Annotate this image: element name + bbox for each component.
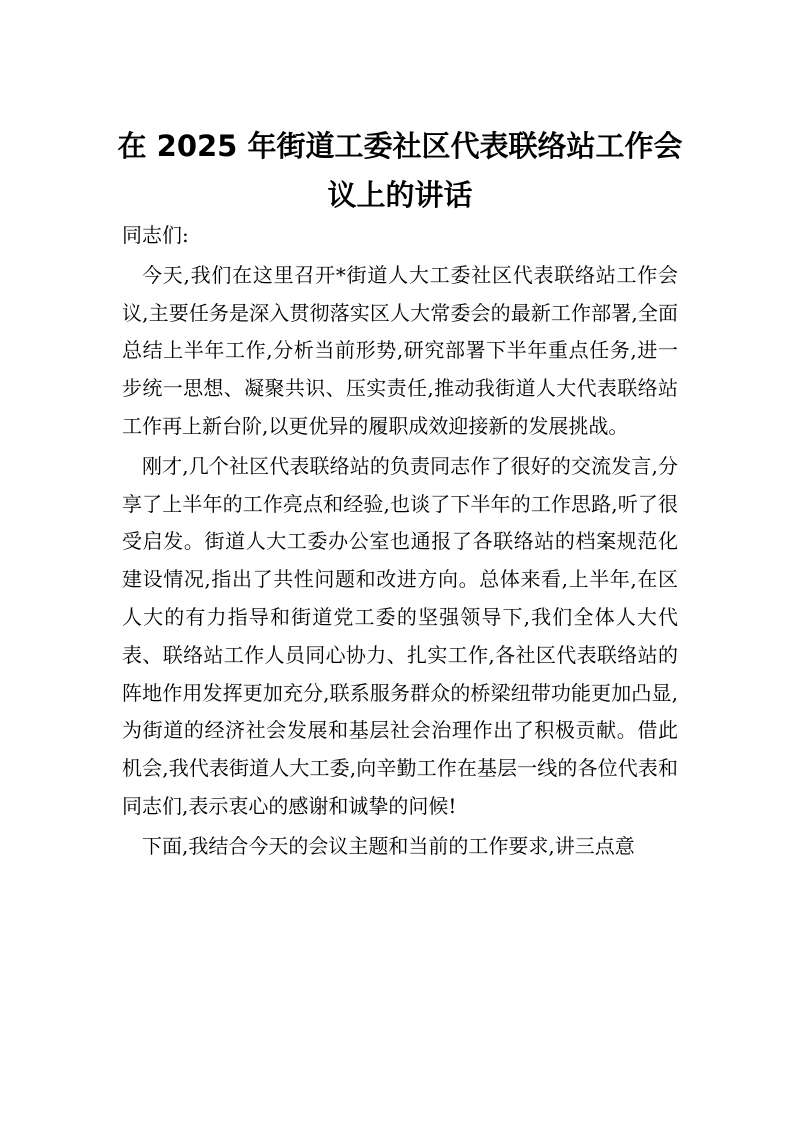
salutation: 同志们: [122, 223, 189, 247]
title-line-2: 议上的讲话 [327, 178, 473, 212]
title-line-1: 在 2025 年街道工委社区代表联络站工作会 [117, 129, 683, 163]
paragraph-3: 下面,我结合今天的会议主题和当前的工作要求,讲三点意 [142, 833, 635, 858]
document-body [122, 217, 678, 868]
paragraph-2: 刚才,几个社区代表联络站的负责同志作了很好的交流发言,分享了上半年的工作亮点和经验,也谈了下半年的工作思路,听了很受启发。街道人大工委办公室也通报了各联络站的档案规范化建设情况,指出了共性问题和改进方向。总体来看,上半年,在区人大的有力指导和街道党工委的坚强领导下,我们全体人大代表、联络站工作人员同心协力、扎实工作,各社区代表联络站的阵地作用发挥更加充分,联系服务群众的桥梁纽带功能更加凸显,为街道的经济社会发展和基层社会治理作出了积极贡献。借此机会,我代表街道人大工委,向辛勤工作在基层一线的各位代表和同志们,表示衷心的感谢和诚挚的问候! [122, 453, 678, 818]
document-title [100, 122, 700, 220]
paragraph-1: 今天,我们在这里召开*街道人大工委社区代表联络站工作会议,主要任务是深入贯彻落实区人大常委会的最新工作部署,全面总结上半年工作,分析当前形势,研究部署下半年重点任务,进一步统一思想、凝聚共识、压实责任,推动我街道人大代表联络站工作再上新台阶,以更优异的履职成效迎接新的发展挑战。 [122, 262, 678, 438]
